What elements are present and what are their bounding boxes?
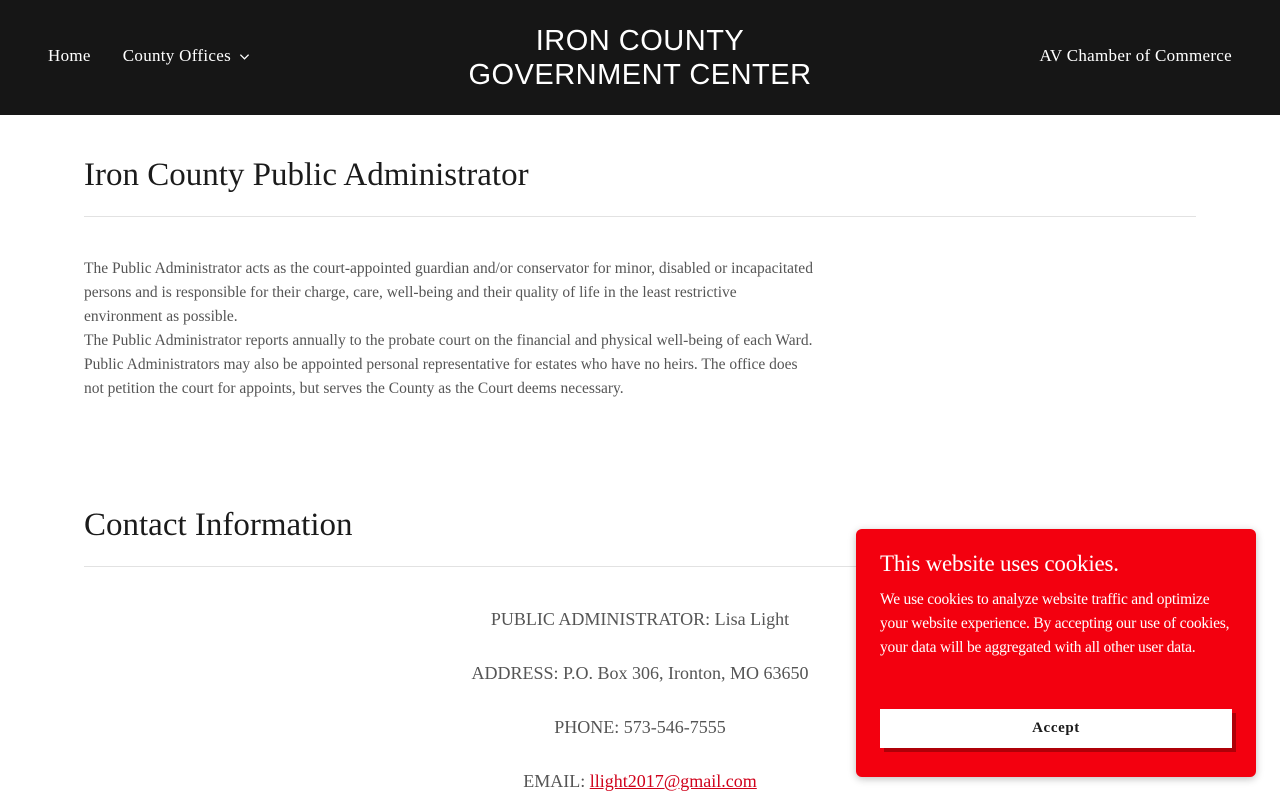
- cookie-banner-title: This website uses cookies.: [880, 551, 1119, 576]
- nav-chamber-of-commerce-link[interactable]: AV Chamber of Commerce: [1039, 46, 1232, 65]
- cookie-banner-text: We use cookies to analyze website traffic and optimize your website experience. By accepting our use of cookies, your data will be aggregated with all other user data.: [880, 591, 1230, 656]
- site-header: [0, 0, 1280, 115]
- site-title-line-1: IRON COUNTY: [535, 25, 745, 57]
- paragraph: The Public Administrator reports annually to the probate court on the financial and physical well-being of each Ward.: [84, 332, 813, 349]
- contact-administrator: PUBLIC ADMINISTRATOR: Lisa Light: [490, 609, 790, 629]
- nav-home-link[interactable]: Home: [48, 46, 91, 65]
- cookie-banner: [856, 529, 1256, 777]
- page-title: Iron County Public Administrator: [84, 157, 529, 193]
- email-link[interactable]: llight2017@gmail.com: [589, 771, 757, 791]
- accept-cookies-button[interactable]: Accept: [880, 709, 1232, 748]
- contact-address: ADDRESS: P.O. Box 306, Ironton, MO 63650: [471, 663, 809, 683]
- contact-email-label: EMAIL:: [523, 771, 590, 791]
- nav-county-offices-label: County Offices: [122, 46, 231, 65]
- contact-section-title: Contact Information: [84, 507, 353, 543]
- site-title-line-2: GOVERNMENT CENTER: [468, 59, 812, 91]
- contact-phone: PHONE: 573-546-7555: [554, 717, 726, 737]
- section-divider: [84, 216, 1196, 217]
- description-text: [84, 257, 814, 401]
- paragraph: Public Administrators may also be appointed personal representative for estates who have no heirs. The office does not petition the court for appoints, but serves the County as the Court deems necessary.: [84, 356, 798, 397]
- paragraph: The Public Administrator acts as the court-appointed guardian and/or conservator for minor, disabled or incapacitated persons and is responsible for their charge, care, well-being and their quality of life in the least restrictive environment as possible.: [84, 260, 813, 325]
